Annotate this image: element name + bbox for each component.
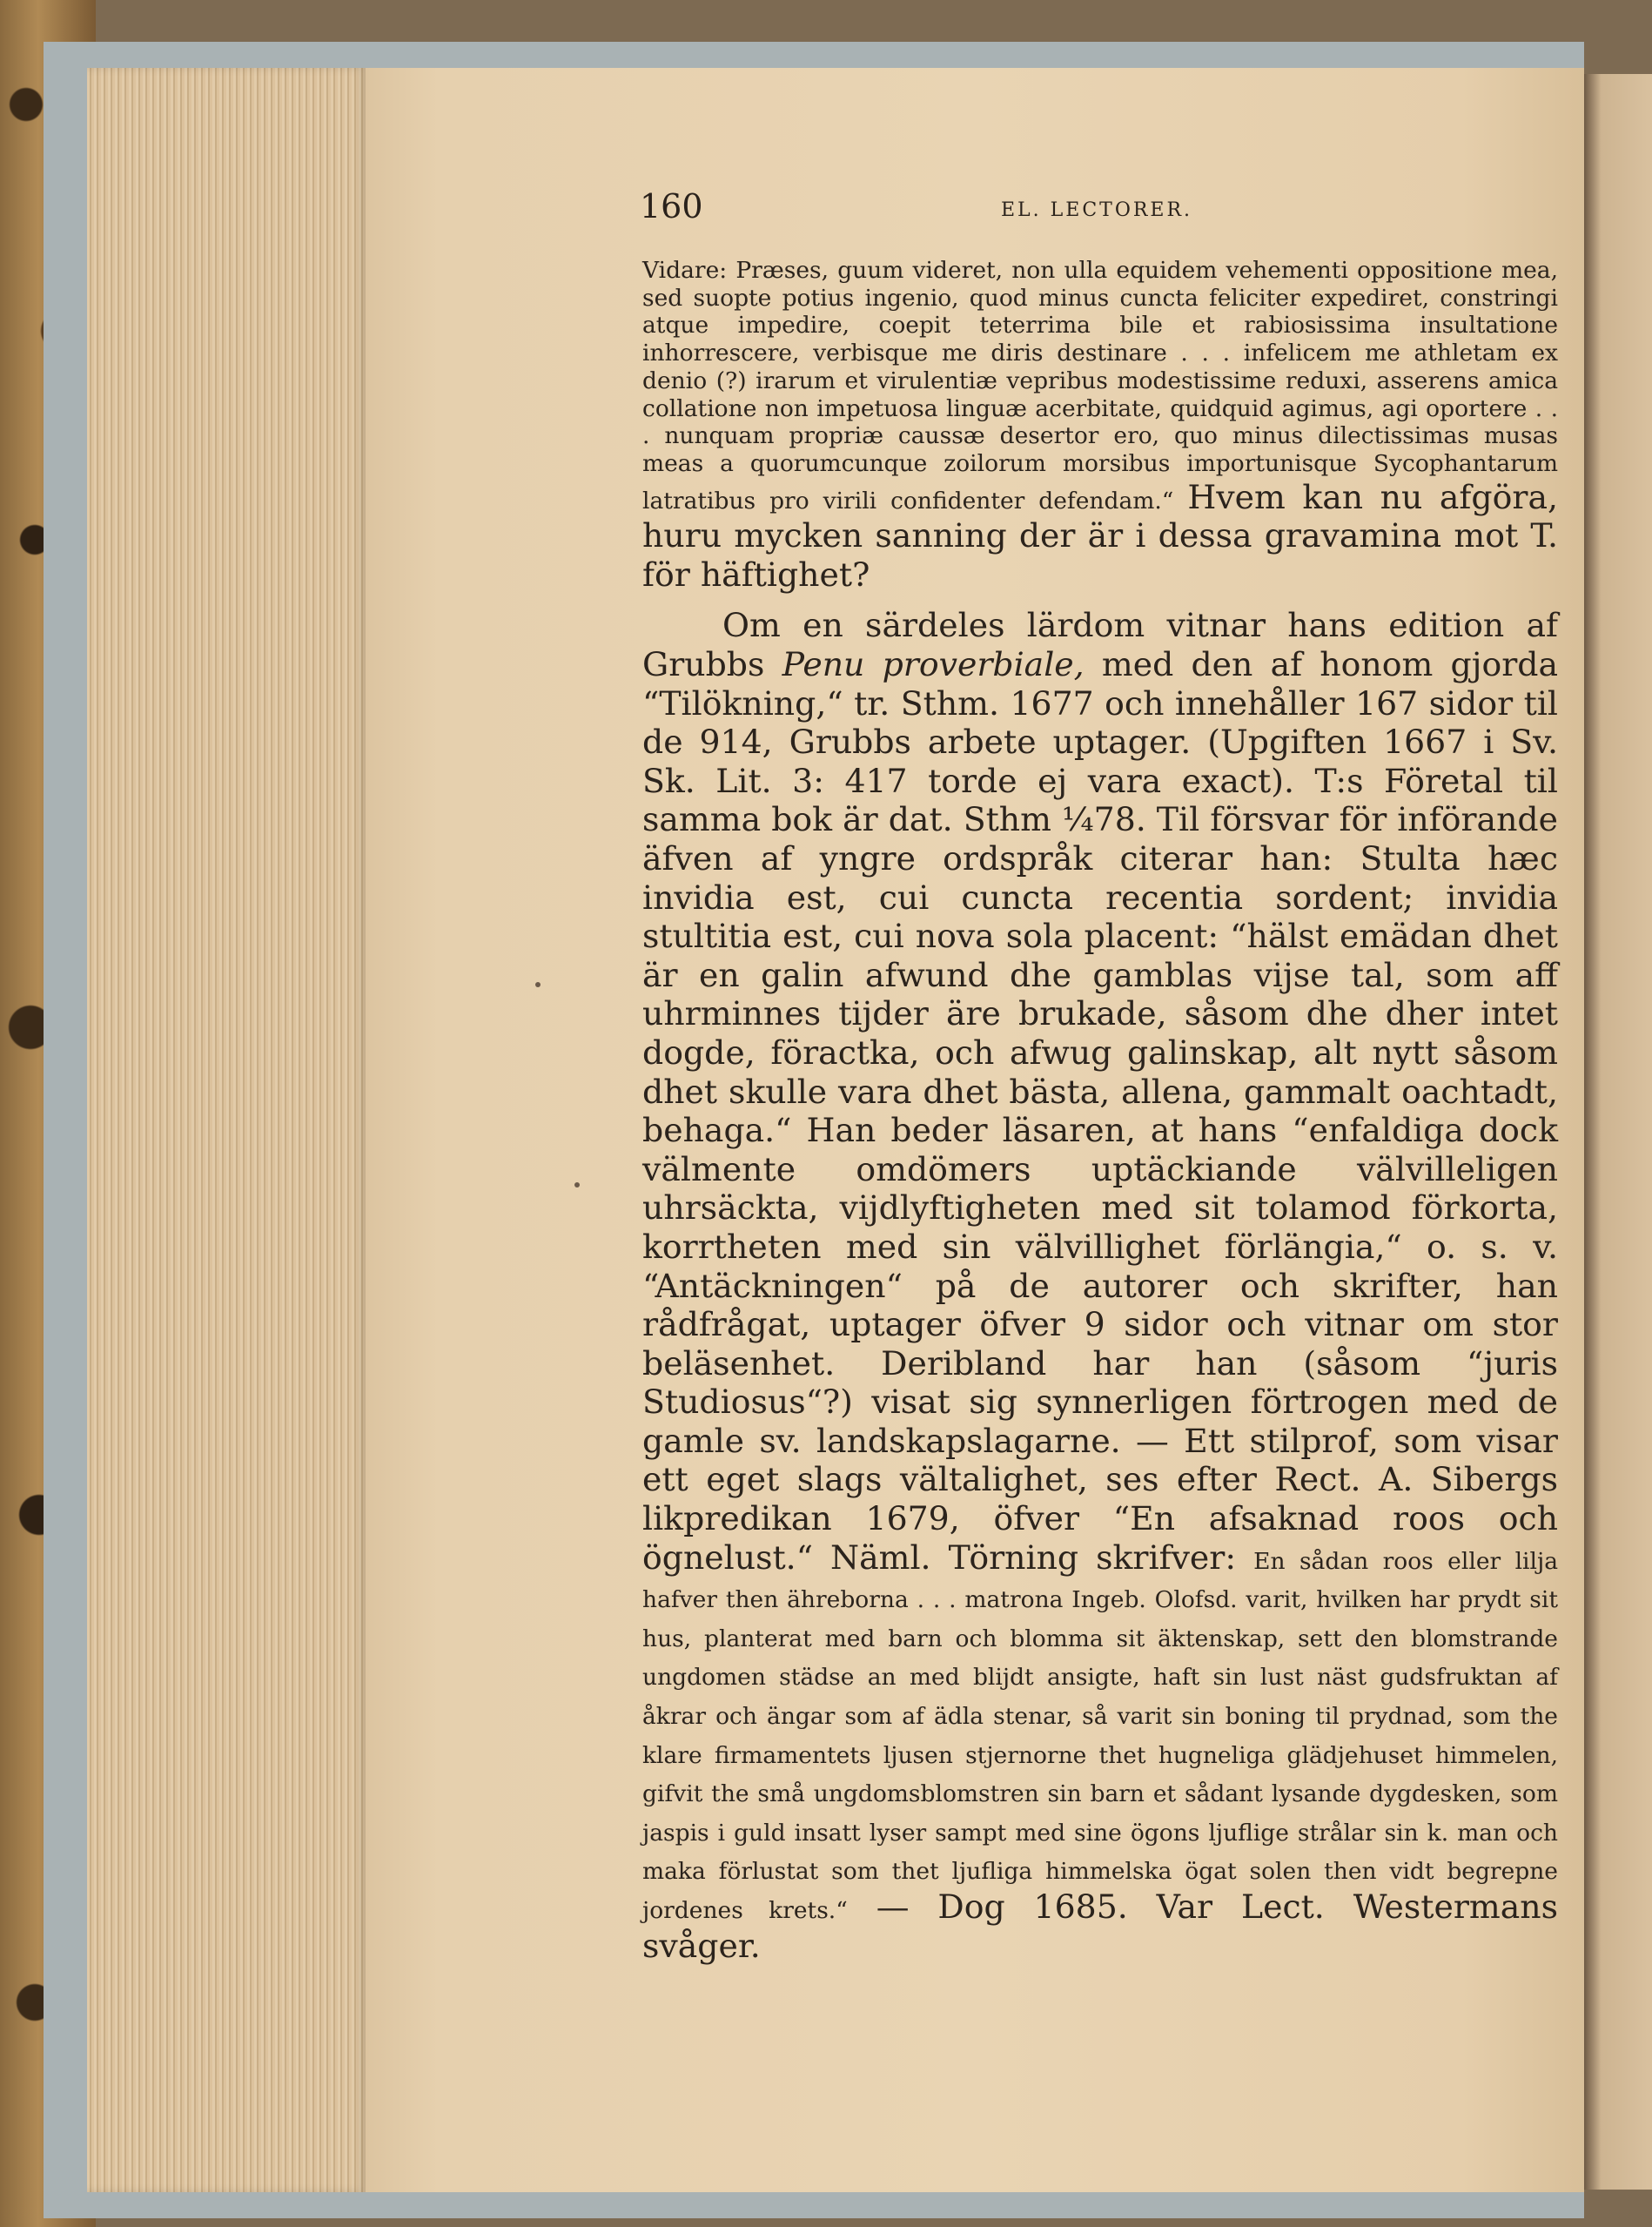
paragraph-grubbs [642, 606, 1558, 1965]
funeral-quote: En sådan roos eller lilja hafver then ähreborna . . . matrona Ingeb. Olofsd. varit, hvilken har prydt sit hus, planterat med barn och blomma sit äktenskap, sett den blomstrande ungdomen städse an med blijdt ansigte, haft sin lust näst gudsfruktan af åkrar och ängar som af ädla stenar, så varit sin boning til prydnad, som the klare firmamentets ljusen stjernorne thet hugneliga glädjehuset himmelen, gifvit the små ungdomsblomstren sin barn et sådant lysande dygdesken, som jaspis i guld insatt lyser sampt med sine ögons ljuflige strålar sin k. man och maka förlustat som thet ljufliga himmelska ögat solen then vidt begrepne jordenes krets.“ [642, 1547, 1559, 1924]
latin-quotation [642, 257, 1558, 594]
ink-speck [574, 1182, 580, 1188]
page-edges [87, 68, 366, 2192]
book-title: Penu proverbiale, [782, 645, 1085, 683]
page-text [642, 257, 1558, 1965]
running-title: EL. LECTORER. [1001, 199, 1193, 221]
facing-page-edge [1584, 74, 1652, 2190]
page-header [640, 187, 1554, 231]
paragraph-grubbs-start: Om en särdeles lärdom vitnar hans edition af Grubbs [642, 606, 1558, 683]
latin-para-tail: Hvem kan nu afgöra, huru mycken sanning der är i dessa gravamina mot T. för häftighet? [642, 477, 1558, 594]
closing-sentence: — Dog 1685. Var Lect. Westermans svåger. [642, 1887, 1558, 1965]
page-number: 160 [640, 187, 703, 225]
latin-quotation-text: Vidare: Præses, guum videret, non ulla equidem vehementi oppositione mea, sed suopte potius ingenio, quod minus cuncta feliciter expediret, constringi atque impedire, coepit teterrima bile et rabiosissima insultatione inhorrescere, verbisque me diris destinare . . . infelicem me athletam ex denio (?) irarum et virulentiæ vepribus modestissime reduxi, asserens amica collatione non impetuosa linguæ acerbitate, quidquid agimus, agi oportere . . . nunquam propriæ caussæ desertor ero, quo minus dilectissimas musas meas a quorumcunque zoilorum morsibus importunisque Sycophantarum latratibus pro virili confidenter defendam.“ [642, 257, 1558, 515]
paragraph-grubbs-rest: med den af honom gjorda “Tilökning,“ tr. Sthm. 1677 och innehåller 167 sidor til de 914, Grubbs arbete uptager. (Upgiften 1667 i Sv. Sk. Lit. 3: 417 torde ej vara exact). T:s Företal til samma bok är dat. Sthm ¼78. Til försvar för införande äfven af yngre ordspråk citerar han: Stulta hæc invidia est, cui cuncta recentia sordent; invidia stultitia est, cui nova sola placent: “hälst emädan dhet är en galin afwund dhe gamblas vijse tal, som aff uhrminnes tijder äre brukade, såsom dhe dher intet dogde, föractka, och afwug galinskap, alt nytt såsom dhet skulle vara dhet bästa, allena, gammalt oachtadt, behaga.“ Han beder läsaren, at hans “enfaldiga dock välmente omdömers uptäckiande välvilleligen uhrsäckta, vijdlyftigheten med sit tolamod förkorta, korrtheten med sin välvillighet förlängia,“ o. s. v. “Antäckningen“ på de autorer och skrifter, han rådfrågat, uptager öfver 9 sidor och vitnar om stor beläsenhet. Deribland har han (såsom “juris Studiosus“?) visat sig synnerligen förtrogen med de gamle sv. landskapslagarne. — Ett stilprof, som visar ett eget slags vältalighet, ses efter Rect. A. Sibergs likpredikan 1679, öfver “En afsaknad roos och ögnelust.“ Näml. Törning skrifver: [642, 645, 1559, 1577]
ink-speck [535, 982, 541, 987]
